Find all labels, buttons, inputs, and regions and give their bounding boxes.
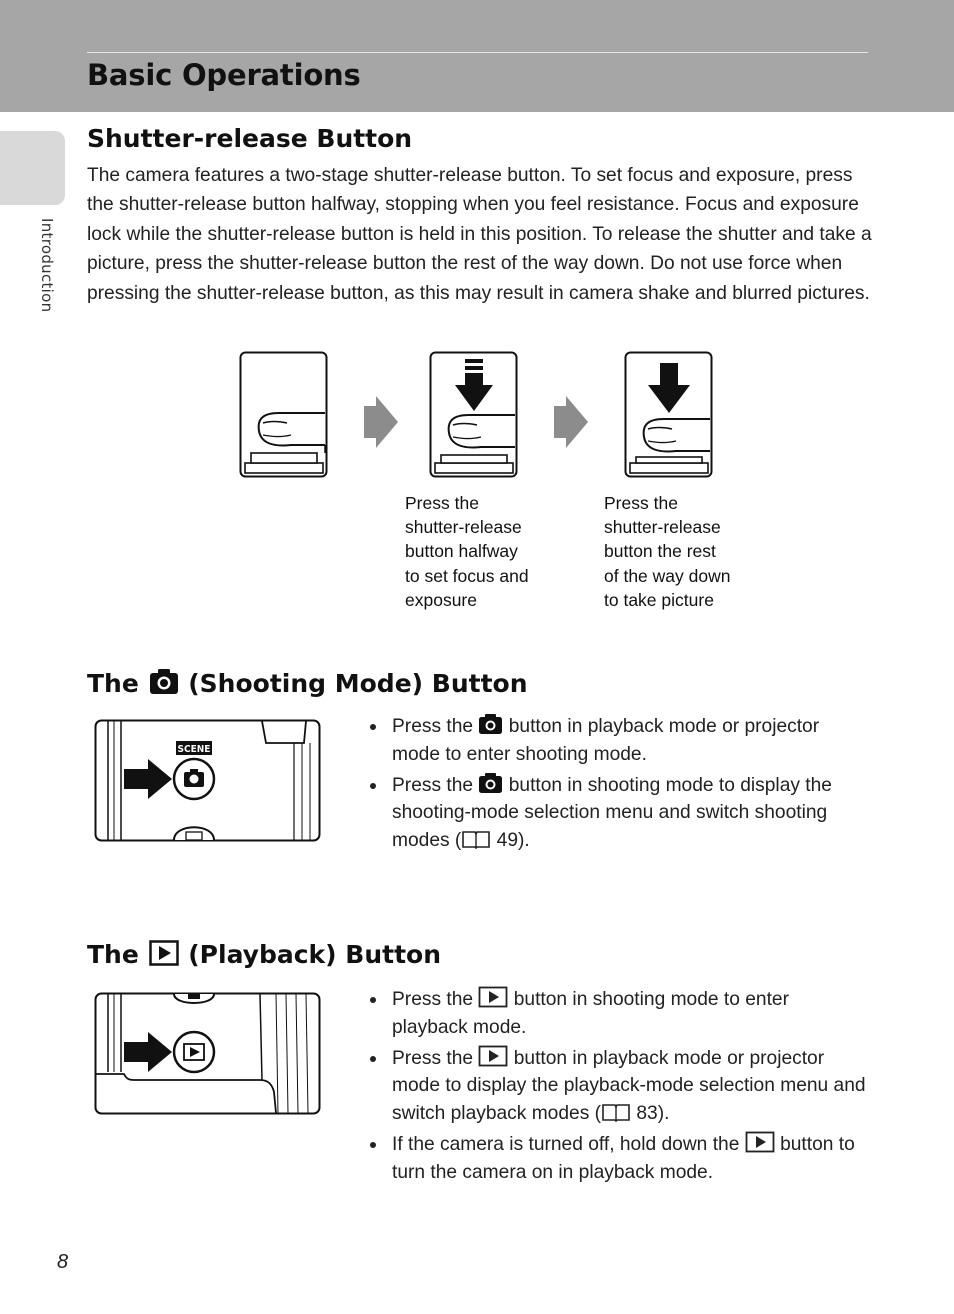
shooting-bullets	[369, 713, 869, 858]
camera-icon	[478, 713, 503, 735]
page-title: Basic Operations	[87, 58, 361, 92]
full-press-illustration	[624, 351, 714, 479]
play-icon	[149, 940, 179, 966]
camera-icon	[478, 772, 503, 794]
side-tab-label: Introduction	[38, 218, 56, 313]
list-item: If the camera is turned off, hold down the button to turn the camera on in playback mode.	[369, 1131, 869, 1187]
play-icon	[478, 1045, 508, 1067]
shutter-body: The camera features a two-stage shutter-release button. To set focus and exposure, press the shutter-release button halfway, stopping when you feel resistance. Focus and exposure lock while the shutter-release button is held in this position. To release the shutter and take a picture, press the shutter-release button the rest of the way down. Do not use force when pressing the shutter-release button, as this may result in camera shake and blurred pictures.	[87, 165, 872, 304]
header-band	[0, 0, 954, 112]
play-icon	[478, 986, 508, 1008]
playback-bullets	[369, 986, 869, 1190]
side-tab	[0, 131, 65, 205]
finger-rest-illustration	[239, 351, 329, 479]
camera-icon	[149, 668, 179, 695]
page-number: 8	[57, 1251, 69, 1273]
half-press-illustration	[429, 351, 519, 479]
shooting-button-illustration	[94, 719, 321, 842]
list-item: Press the button in shooting mode to enter playback mode.	[369, 986, 869, 1042]
playback-heading: The (Playback) Button	[87, 940, 442, 969]
step-arrow-1	[362, 396, 400, 448]
step-arrow-2	[552, 396, 590, 448]
caption-full-press: Press the shutter-release button the rest of the way down to take picture	[604, 493, 731, 610]
list-item: Press the button in playback mode or projector mode to enter shooting mode.	[369, 713, 869, 769]
playback-button-illustration	[94, 992, 321, 1115]
scene-label: SCENE	[177, 744, 211, 755]
list-item: Press the button in shooting mode to display the shooting-mode selection menu and switch shooting modes ( 49).	[369, 772, 869, 855]
list-item: Press the button in playback mode or projector mode to display the playback-mode selection menu and switch playback modes ( 83).	[369, 1045, 869, 1128]
book-reference-icon	[461, 829, 491, 849]
shutter-heading: Shutter-release Button	[87, 124, 413, 153]
book-reference-icon	[601, 1102, 631, 1122]
shooting-heading: The (Shooting Mode) Button	[87, 669, 528, 698]
caption-half-press: Press the shutter-release button halfway to set focus and exposure	[405, 493, 529, 610]
play-icon	[745, 1131, 775, 1153]
header-rule	[87, 52, 868, 53]
